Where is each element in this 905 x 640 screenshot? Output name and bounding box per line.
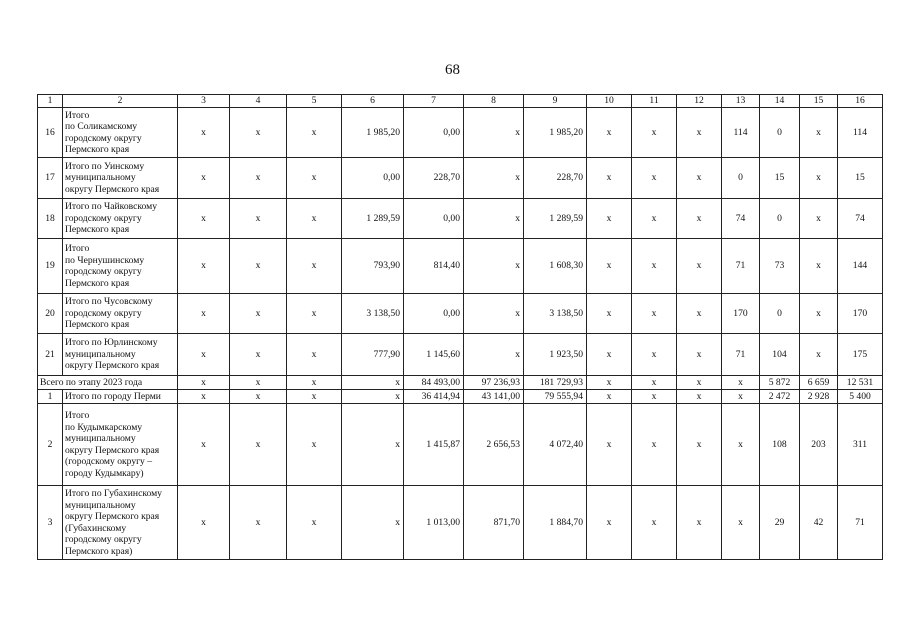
table-cell: 2 656,53 bbox=[464, 404, 524, 486]
table-cell: x bbox=[342, 404, 404, 486]
table-cell: x bbox=[178, 390, 230, 404]
column-number: 15 bbox=[800, 95, 838, 108]
table-cell: x bbox=[632, 376, 677, 390]
municipality-name: Итого по Чусовскому городскому округу Пермского края bbox=[63, 294, 178, 334]
table-cell: x bbox=[722, 486, 760, 560]
table-cell: 0,00 bbox=[404, 199, 464, 239]
table-cell: 15 bbox=[760, 158, 800, 199]
table-cell: 871,70 bbox=[464, 486, 524, 560]
table-cell: x bbox=[722, 376, 760, 390]
table-cell: 0 bbox=[760, 199, 800, 239]
table-cell: x bbox=[178, 376, 230, 390]
table-cell: x bbox=[677, 376, 722, 390]
table-cell: x bbox=[632, 158, 677, 199]
table-cell: 228,70 bbox=[524, 158, 587, 199]
row-number: 16 bbox=[38, 108, 63, 158]
table-cell: x bbox=[178, 199, 230, 239]
table-cell: 71 bbox=[722, 334, 760, 376]
table-cell: x bbox=[632, 199, 677, 239]
table-cell: x bbox=[287, 390, 342, 404]
table-cell: x bbox=[677, 199, 722, 239]
table-cell: 6 659 bbox=[800, 376, 838, 390]
table-cell: 5 400 bbox=[838, 390, 883, 404]
table-cell: x bbox=[178, 158, 230, 199]
table-cell: 1 289,59 bbox=[524, 199, 587, 239]
table-cell: 29 bbox=[760, 486, 800, 560]
column-number: 5 bbox=[287, 95, 342, 108]
table-cell: x bbox=[230, 376, 287, 390]
municipality-name: Итого по Уинскому муниципальному округу Пермского края bbox=[63, 158, 178, 199]
row-number: 1 bbox=[38, 390, 63, 404]
table-cell: x bbox=[800, 334, 838, 376]
table-cell: 2 928 bbox=[800, 390, 838, 404]
table-cell: x bbox=[677, 158, 722, 199]
table-cell: x bbox=[632, 334, 677, 376]
table-cell: x bbox=[800, 199, 838, 239]
table-cell: x bbox=[287, 404, 342, 486]
table-cell: x bbox=[722, 404, 760, 486]
table-cell: x bbox=[287, 199, 342, 239]
table-cell: x bbox=[178, 486, 230, 560]
table-cell: x bbox=[632, 486, 677, 560]
table-cell: x bbox=[587, 199, 632, 239]
column-number: 4 bbox=[230, 95, 287, 108]
table-cell: x bbox=[230, 294, 287, 334]
table-cell: x bbox=[230, 199, 287, 239]
table-cell: x bbox=[632, 404, 677, 486]
row-number: 3 bbox=[38, 486, 63, 560]
table-cell: 71 bbox=[838, 486, 883, 560]
column-number: 3 bbox=[178, 95, 230, 108]
table-cell: 108 bbox=[760, 404, 800, 486]
table-cell: x bbox=[464, 294, 524, 334]
table-cell: x bbox=[342, 376, 404, 390]
table-cell: x bbox=[230, 390, 287, 404]
table-cell: x bbox=[800, 108, 838, 158]
table-cell: 1 923,50 bbox=[524, 334, 587, 376]
table-cell: 1 608,30 bbox=[524, 239, 587, 294]
table-cell: x bbox=[677, 239, 722, 294]
table-cell: 79 555,94 bbox=[524, 390, 587, 404]
table-cell: x bbox=[587, 239, 632, 294]
municipality-name: Итого по Губахинскому муниципальному округу Пермского края (Губахинскому городскому округу Пермского края) bbox=[63, 486, 178, 560]
table-cell: x bbox=[587, 486, 632, 560]
column-number: 11 bbox=[632, 95, 677, 108]
table-cell: x bbox=[677, 294, 722, 334]
table-row bbox=[38, 239, 883, 294]
table-cell: 84 493,00 bbox=[404, 376, 464, 390]
table-row bbox=[38, 158, 883, 199]
table-cell: x bbox=[178, 294, 230, 334]
row-number: 2 bbox=[38, 404, 63, 486]
table-cell: 1 985,20 bbox=[342, 108, 404, 158]
table-cell: x bbox=[464, 239, 524, 294]
table-cell: x bbox=[287, 294, 342, 334]
table-cell: x bbox=[722, 390, 760, 404]
table-cell: x bbox=[587, 108, 632, 158]
table-cell: x bbox=[632, 390, 677, 404]
municipality-name: Итого по Чайковскому городскому округу Пермского края bbox=[63, 199, 178, 239]
table-cell: x bbox=[587, 376, 632, 390]
table-cell: x bbox=[178, 108, 230, 158]
table-row bbox=[38, 390, 883, 404]
table-cell: 43 141,00 bbox=[464, 390, 524, 404]
total-label: Всего по этапу 2023 года bbox=[38, 376, 178, 390]
table-cell: 3 138,50 bbox=[342, 294, 404, 334]
table-cell: 793,90 bbox=[342, 239, 404, 294]
table-cell: x bbox=[230, 108, 287, 158]
table-cell: x bbox=[677, 486, 722, 560]
table-cell: x bbox=[800, 158, 838, 199]
table-cell: x bbox=[287, 334, 342, 376]
table-cell: x bbox=[677, 108, 722, 158]
municipality-name: Итого по Соликамскому городскому округу Пермского края bbox=[63, 108, 178, 158]
table-cell: x bbox=[230, 486, 287, 560]
table-row bbox=[38, 199, 883, 239]
table-cell: x bbox=[632, 108, 677, 158]
total-row bbox=[38, 376, 883, 390]
column-number: 13 bbox=[722, 95, 760, 108]
table-cell: 814,40 bbox=[404, 239, 464, 294]
table-cell: x bbox=[342, 390, 404, 404]
table-cell: 0 bbox=[722, 158, 760, 199]
table-cell: x bbox=[287, 108, 342, 158]
header-row bbox=[38, 95, 883, 108]
table-cell: x bbox=[464, 334, 524, 376]
table-cell: 228,70 bbox=[404, 158, 464, 199]
table-cell: x bbox=[287, 486, 342, 560]
table-cell: 73 bbox=[760, 239, 800, 294]
table-cell: 0,00 bbox=[342, 158, 404, 199]
table-cell: x bbox=[287, 158, 342, 199]
table-cell: 15 bbox=[838, 158, 883, 199]
table-cell: 1 289,59 bbox=[342, 199, 404, 239]
row-number: 20 bbox=[38, 294, 63, 334]
table-cell: 1 884,70 bbox=[524, 486, 587, 560]
table-cell: x bbox=[677, 390, 722, 404]
table-cell: x bbox=[464, 199, 524, 239]
column-number: 10 bbox=[587, 95, 632, 108]
table-row bbox=[38, 334, 883, 376]
column-number: 14 bbox=[760, 95, 800, 108]
table-cell: x bbox=[342, 486, 404, 560]
column-number: 8 bbox=[464, 95, 524, 108]
page-number: 68 bbox=[445, 62, 460, 78]
table-cell: 203 bbox=[800, 404, 838, 486]
table-cell: 144 bbox=[838, 239, 883, 294]
row-number: 19 bbox=[38, 239, 63, 294]
table-cell: x bbox=[587, 390, 632, 404]
row-number: 18 bbox=[38, 199, 63, 239]
table-cell: 42 bbox=[800, 486, 838, 560]
table-cell: x bbox=[677, 404, 722, 486]
table-cell: 36 414,94 bbox=[404, 390, 464, 404]
table-cell: x bbox=[230, 334, 287, 376]
table-cell: 2 472 bbox=[760, 390, 800, 404]
table-cell: 170 bbox=[838, 294, 883, 334]
table-cell: x bbox=[587, 334, 632, 376]
table-cell: x bbox=[464, 158, 524, 199]
table-cell: 181 729,93 bbox=[524, 376, 587, 390]
table-cell: x bbox=[287, 239, 342, 294]
row-number: 17 bbox=[38, 158, 63, 199]
table-cell: 114 bbox=[722, 108, 760, 158]
municipality-name: Итого по Юрлинскому муниципальному округу Пермского края bbox=[63, 334, 178, 376]
column-number: 7 bbox=[404, 95, 464, 108]
column-number: 1 bbox=[38, 95, 63, 108]
table-cell: 12 531 bbox=[838, 376, 883, 390]
table-cell: x bbox=[230, 404, 287, 486]
table-row bbox=[38, 486, 883, 560]
table-cell: 1 145,60 bbox=[404, 334, 464, 376]
table-cell: 311 bbox=[838, 404, 883, 486]
table-cell: x bbox=[464, 108, 524, 158]
table-cell: x bbox=[178, 404, 230, 486]
table-cell: x bbox=[230, 158, 287, 199]
table-cell: 0,00 bbox=[404, 108, 464, 158]
table-cell: 1 985,20 bbox=[524, 108, 587, 158]
column-number: 12 bbox=[677, 95, 722, 108]
table-cell: 170 bbox=[722, 294, 760, 334]
table-cell: 3 138,50 bbox=[524, 294, 587, 334]
table-cell: x bbox=[800, 239, 838, 294]
table-cell: 74 bbox=[722, 199, 760, 239]
column-number: 9 bbox=[524, 95, 587, 108]
table-cell: 1 013,00 bbox=[404, 486, 464, 560]
table-row bbox=[38, 108, 883, 158]
column-number: 2 bbox=[63, 95, 178, 108]
column-number: 6 bbox=[342, 95, 404, 108]
row-number: 21 bbox=[38, 334, 63, 376]
table-cell: 0,00 bbox=[404, 294, 464, 334]
table-cell: x bbox=[230, 239, 287, 294]
table-cell: x bbox=[287, 376, 342, 390]
summary-table bbox=[37, 94, 883, 560]
municipality-name: Итого по Кудымкарскому муниципальному округу Пермского края (городскому округу – городу Кудымкару) bbox=[63, 404, 178, 486]
table-cell: 5 872 bbox=[760, 376, 800, 390]
table-cell: 104 bbox=[760, 334, 800, 376]
table-row bbox=[38, 404, 883, 486]
table-cell: 74 bbox=[838, 199, 883, 239]
table-cell: 0 bbox=[760, 294, 800, 334]
table-cell: 777,90 bbox=[342, 334, 404, 376]
table-cell: x bbox=[587, 404, 632, 486]
table-body bbox=[38, 95, 883, 560]
table-cell: 0 bbox=[760, 108, 800, 158]
column-number: 16 bbox=[838, 95, 883, 108]
municipality-name: Итого по Чернушинскому городскому округу Пермского края bbox=[63, 239, 178, 294]
table-cell: 175 bbox=[838, 334, 883, 376]
table-cell: 4 072,40 bbox=[524, 404, 587, 486]
table-cell: x bbox=[632, 294, 677, 334]
table-cell: x bbox=[178, 239, 230, 294]
table-cell: 114 bbox=[838, 108, 883, 158]
municipality-name: Итого по городу Перми bbox=[63, 390, 178, 404]
table-cell: x bbox=[632, 239, 677, 294]
table-cell: x bbox=[587, 294, 632, 334]
table-row bbox=[38, 294, 883, 334]
table-cell: x bbox=[587, 158, 632, 199]
table-cell: x bbox=[800, 294, 838, 334]
table-cell: 97 236,93 bbox=[464, 376, 524, 390]
table-cell: x bbox=[677, 334, 722, 376]
table-cell: x bbox=[178, 334, 230, 376]
table-cell: 71 bbox=[722, 239, 760, 294]
table-cell: 1 415,87 bbox=[404, 404, 464, 486]
